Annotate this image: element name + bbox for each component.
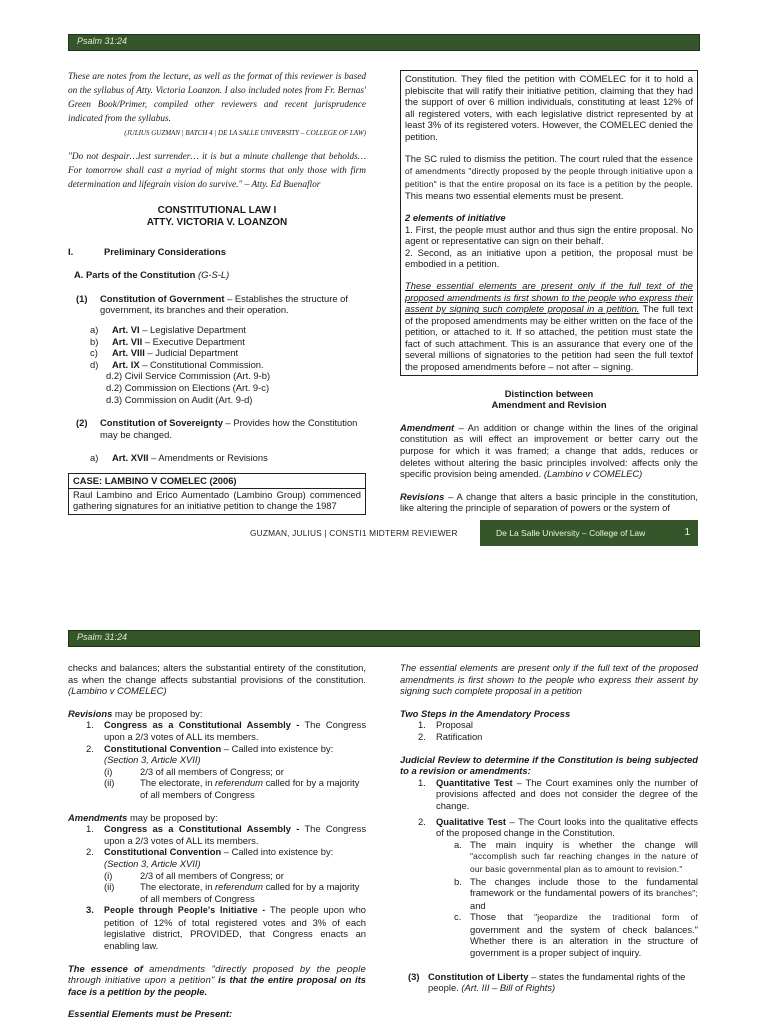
item-head: Constitutional Convention bbox=[104, 846, 222, 858]
header-bar bbox=[68, 630, 700, 647]
item-label: b) bbox=[90, 335, 99, 347]
sub-label: (i) bbox=[104, 765, 113, 777]
sub-text-end: government and the system of check balances." Whether there is an alteration in the structure of government is a proper subject of inquiry. bbox=[470, 923, 698, 959]
revision-continued bbox=[68, 662, 366, 697]
item-head: Quantitative Test bbox=[436, 776, 513, 788]
ruling-text-end: This means two essential elements must be present. bbox=[405, 190, 624, 202]
sub-text-end: called for by a majority of all members of Congress bbox=[140, 881, 360, 904]
list-item bbox=[86, 846, 366, 858]
footer-author: GUZMAN, JULIUS | CONSTI1 MIDTERM REVIEWER bbox=[250, 528, 458, 538]
item-head: Congress as a Constitutional Assembly - bbox=[104, 719, 300, 731]
gov-text: – Establishes the structure of government, its branches and their operation. bbox=[100, 292, 348, 316]
revision-text: – A change that alters a basic principle in the constitution, like altering the principle of separation of powers or the system of bbox=[400, 490, 698, 514]
steps-list bbox=[400, 719, 698, 742]
sub-text: The electorate, in bbox=[140, 777, 216, 789]
sub-item bbox=[86, 870, 366, 882]
amendment-text: – An addition or change within the lines of the original constitution as will effect an improvement or better carry out the purpose for which it was framed; a change that adds, reduces or deletes without altering the basic principles involved: affects only the specific provision being amended. bbox=[400, 421, 698, 480]
sub-emphasis: referendum bbox=[215, 881, 263, 893]
sub-text: The main inquiry is whether the change will bbox=[470, 838, 698, 850]
item-head: Congress as a Constitutional Assembly - bbox=[104, 823, 300, 835]
section-heading bbox=[68, 246, 366, 258]
sub-quote: "jeopardize the traditional form of bbox=[534, 912, 698, 923]
list-item bbox=[418, 719, 698, 731]
sub-quote: "accomplish such far reaching changes in the nature of our basic governmental plan as to amount to revision." bbox=[470, 851, 698, 874]
sub-text: 2/3 of all members of Congress; or bbox=[140, 869, 284, 881]
sub-item bbox=[454, 876, 698, 912]
list-item bbox=[86, 743, 366, 755]
revision-head: Revisions bbox=[400, 490, 445, 502]
art17-item bbox=[68, 452, 366, 464]
section-number: I. bbox=[68, 245, 74, 257]
section-title: Preliminary Considerations bbox=[104, 245, 226, 257]
item-text: – Judicial Department bbox=[144, 347, 239, 359]
item-number: 2. bbox=[418, 815, 426, 827]
item-head: Art. IX bbox=[112, 358, 140, 370]
revisions-proposed bbox=[68, 708, 366, 720]
sub-text: The changes include those to the fundamental framework or the fundamental powers of its bbox=[470, 875, 698, 899]
item-label: c) bbox=[90, 347, 98, 359]
sub-item bbox=[86, 881, 366, 904]
qualitative-sublist bbox=[418, 839, 698, 959]
sub-label: (ii) bbox=[104, 777, 115, 789]
sub-quote: branches"; bbox=[656, 888, 698, 899]
item-head: People through People's Initiative - bbox=[104, 905, 266, 916]
page-number: 1 bbox=[684, 527, 690, 538]
item-text: – Amendments or Revisions bbox=[148, 452, 268, 464]
element-two: 2. Second, as an initiative upon a petition, the proposal must be embodied in a petition. bbox=[405, 246, 693, 270]
item-head: Art. VII bbox=[112, 335, 143, 347]
item-text: – Called into existence by: bbox=[221, 846, 334, 858]
item-text: – Executive Department bbox=[142, 335, 245, 347]
sub-item bbox=[454, 839, 698, 876]
left-column bbox=[68, 662, 366, 1020]
commission-item: d.2) Commission on Elections (Art. 9-c) bbox=[106, 381, 270, 393]
sub-text: The electorate, in bbox=[140, 881, 216, 893]
page-footer bbox=[250, 520, 700, 546]
continued-cite: (Lambino v COMELEC) bbox=[68, 685, 167, 697]
item-label: a) bbox=[90, 452, 99, 464]
sov-number: (2) bbox=[76, 417, 88, 429]
essence-c: is that the entire proposal on its face is a petition by the people. bbox=[68, 974, 367, 997]
item-head: Constitutional Convention bbox=[104, 742, 222, 754]
sub-label: c. bbox=[454, 911, 462, 923]
item-text: – Legislative Department bbox=[139, 323, 246, 335]
sub-text-end: and bbox=[470, 899, 486, 911]
course-title: CONSTITUTIONAL LAW I bbox=[157, 204, 277, 216]
elements-heading: 2 elements of initiative bbox=[405, 211, 506, 223]
sub-item bbox=[86, 777, 366, 800]
sub-item bbox=[86, 766, 366, 778]
case-title: CASE: LAMBINO V COMELEC (2006) bbox=[69, 474, 365, 489]
distinction-title-2: Amendment and Revision bbox=[491, 399, 607, 411]
case-box bbox=[68, 473, 366, 515]
essence-a: The essence of bbox=[68, 962, 150, 974]
list-item bbox=[418, 731, 698, 743]
element-one: 1. First, the people must author and thus sign the entire proposal. No agent or representative can sign on their behalf. bbox=[405, 223, 693, 247]
article-item bbox=[90, 347, 366, 359]
liberty-item bbox=[400, 971, 698, 994]
right-column bbox=[400, 70, 698, 514]
intro-note: These are notes from the lecture, as well as the format of this reviewer is based on the syllabus of Atty. Victoria Loanzon. I also included notes from Fr. Bernas' Green Book/Primer, compiled other reviewers and recent jurisprudence indicated from the syllabus. bbox=[68, 72, 366, 124]
item-head: Art. VI bbox=[112, 323, 140, 335]
sub-text-end: called for by a majority of all members of Congress bbox=[140, 777, 360, 800]
footer-school: De La Salle University – College of Law bbox=[496, 528, 646, 538]
case-box-continued bbox=[400, 70, 698, 376]
page-gap bbox=[0, 560, 768, 620]
commission-item: d.2) Civil Service Commission (Art. 9-b) bbox=[106, 370, 271, 382]
item-number: 2. bbox=[86, 846, 94, 858]
header-verse: Psalm 31:24 bbox=[77, 36, 128, 46]
essential-underlined: These essential elements are present only if the full text of the proposed amendments is first shown to the people who express their assent by signing such complete proposal in a petition. bbox=[405, 279, 693, 315]
amendment-list bbox=[68, 823, 366, 952]
amendment-definition bbox=[400, 422, 698, 480]
item-number: 1. bbox=[418, 776, 426, 788]
parts-title: A. Parts of the Constitution bbox=[74, 269, 196, 281]
professor-name: ATTY. VICTORIA V. LOANZON bbox=[146, 216, 288, 228]
gov-head: Constitution of Government bbox=[100, 292, 225, 304]
article-item bbox=[90, 336, 366, 348]
essence-b: amendments "directly proposed by the people through initiative upon a petition" bbox=[68, 962, 366, 986]
sub-label: (ii) bbox=[104, 881, 115, 893]
item-text: – The Court looks into the qualitative effects of the proposed change in the Constitution. bbox=[436, 815, 698, 839]
page-2 bbox=[0, 620, 768, 1024]
item-text: – The Court examines only the number of provisions affected and does not consider the degree of the change. bbox=[436, 776, 698, 811]
item-number: 3. bbox=[86, 904, 94, 916]
item-head: Qualitative Test bbox=[436, 815, 507, 827]
sub-text: 2/3 of all members of Congress; or bbox=[140, 765, 284, 777]
list-item bbox=[86, 904, 366, 951]
amendments-proposed bbox=[68, 812, 366, 824]
case-text: Raul Lambino and Erico Aumentado (Lambino Group) commenced gathering signatures for an initiative petition to change the 1987 bbox=[73, 488, 361, 512]
distinction-title-1: Distinction between bbox=[504, 387, 594, 399]
article-list bbox=[68, 324, 366, 405]
commission-item: d.3) Commission on Audit (Art. 9-d) bbox=[106, 393, 253, 405]
list-item bbox=[418, 816, 698, 839]
item-text: Ratification bbox=[436, 730, 483, 742]
amendments-text: may be proposed by: bbox=[127, 811, 218, 823]
amendment-head: Amendment bbox=[400, 421, 455, 433]
gov-number: (1) bbox=[76, 292, 88, 304]
item-text: – Called into existence by: bbox=[221, 742, 334, 754]
continued-text: checks and balances; alters the substantial entirety of the constitution, as when the change affects substantial provisions of the constitution. bbox=[68, 662, 366, 685]
item-text: Proposal bbox=[436, 719, 474, 731]
essential-elements-heading: Essential Elements must be Present: bbox=[68, 1008, 233, 1020]
item-head: Art. XVII bbox=[112, 452, 149, 464]
ruling-text: The SC ruled to dismiss the petition. The court ruled that the bbox=[405, 152, 661, 164]
sub-label: (i) bbox=[104, 869, 113, 881]
item-label: d) bbox=[90, 358, 99, 370]
sub-emphasis: referendum bbox=[215, 777, 263, 789]
list-item bbox=[418, 777, 698, 812]
two-steps-heading: Two Steps in the Amendatory Process bbox=[400, 707, 571, 719]
gov-item bbox=[68, 293, 366, 316]
parts-mnemonic: (G-S-L) bbox=[197, 269, 230, 281]
liberty-head: Constitution of Liberty bbox=[428, 970, 529, 982]
item-label: a) bbox=[90, 323, 99, 335]
revision-definition bbox=[400, 491, 698, 514]
article-item bbox=[90, 324, 366, 336]
author-credit: (JULIUS GUZMAN | BATCH 4 | DE LA SALLE UNIVERSITY – COLLEGE OF LAW) bbox=[124, 129, 366, 137]
revisions-text: may be proposed by: bbox=[112, 707, 203, 719]
revision-list bbox=[68, 719, 366, 800]
tests-list bbox=[400, 777, 698, 959]
item-number: 1. bbox=[86, 719, 94, 731]
item-number: 2. bbox=[86, 742, 94, 754]
revisions-head: Revisions bbox=[68, 707, 113, 719]
sov-head: Constitution of Sovereignty bbox=[100, 417, 223, 429]
quote: "Do not despair…lest surrender… it is but a minute challenge that beholds… For tomorrow shall cast a myriad of might storms that only those with firm determination and lifegrain vision do survive." – Atty. Ed Buenaflor bbox=[68, 151, 366, 190]
section-cite: (Section 3, Article XVII) bbox=[104, 754, 201, 766]
sub-label: b. bbox=[454, 875, 462, 887]
section-cite: (Section 3, Article XVII) bbox=[104, 857, 201, 869]
item-text: The Congress upon a 2/3 votes of ALL its members. bbox=[104, 823, 367, 846]
parts-heading bbox=[68, 269, 366, 281]
header-verse: Psalm 31:24 bbox=[77, 632, 128, 642]
sub-item bbox=[454, 911, 698, 958]
liberty-cite: (Art. III – Bill of Rights) bbox=[461, 982, 556, 994]
sub-text: Those that bbox=[470, 911, 535, 923]
essential-elements bbox=[405, 280, 693, 373]
item-text: – Constitutional Commission. bbox=[139, 358, 264, 370]
sub-label: a. bbox=[454, 838, 462, 850]
item-head: Art. VIII bbox=[112, 347, 145, 359]
commission-list bbox=[90, 370, 366, 405]
ruling-essence: essence of amendments "directly proposed by the people through initiative upon a petition" is that the entire proposal on its face is a petition by the people. bbox=[405, 153, 693, 189]
footer-school-bar bbox=[480, 520, 698, 546]
essential-text: The full text of the proposed amendments may be either written on the face of the petition, or attached to it. If so attached, the petition must state the fact of such attachment. This is an assurance that every one of the several millions of signatories to the petition had seen the full textof the proposed amendments before – not after – signing. bbox=[405, 303, 693, 373]
amendment-cite: (Lambino v COMELEC) bbox=[543, 468, 643, 480]
item-text: The Congress upon a 2/3 votes of ALL its members. bbox=[104, 719, 367, 742]
list-item bbox=[86, 719, 366, 742]
sov-item bbox=[68, 417, 366, 440]
liberty-text: – states the fundamental rights of the people. bbox=[428, 970, 686, 994]
liberty-number: (3) bbox=[408, 970, 420, 982]
left-column bbox=[68, 70, 366, 515]
item-text: The people upon who petition of 12% of total registered votes and 3% of each legislative district, PROVIDED, that Congress enacts an enabling law. bbox=[104, 904, 366, 952]
case-ruling bbox=[405, 153, 693, 202]
amendments-head: Amendments bbox=[68, 811, 128, 823]
case-facts: Constitution. They filed the petition with COMELEC for it to hold a plebiscite that will ratify their initiative petition, claiming that they had the support of over 6 million individuals, constituting at least 12% of all registered voters, with each legislative district represented by at least 3% of its registered voters. However, the COMELEC denied the petition. bbox=[405, 73, 693, 142]
item-number: 1. bbox=[418, 719, 426, 731]
judicial-review-heading: Judicial Review to determine if the Constitution is being subjected to a revision or amendments: bbox=[400, 753, 698, 777]
item-number: 1. bbox=[86, 823, 94, 835]
list-item bbox=[86, 823, 366, 846]
essence-statement bbox=[68, 963, 366, 998]
right-column bbox=[400, 662, 698, 994]
sov-text: – Provides how the Constitution may be changed. bbox=[100, 417, 358, 440]
item-number: 2. bbox=[418, 730, 426, 742]
essential-elements-note: The essential elements are present only if the full text of the proposed amendments is first shown to the people who express their assent by signing such complete proposal in a petition bbox=[400, 662, 698, 697]
article-item bbox=[90, 359, 366, 371]
header-bar bbox=[68, 34, 700, 51]
